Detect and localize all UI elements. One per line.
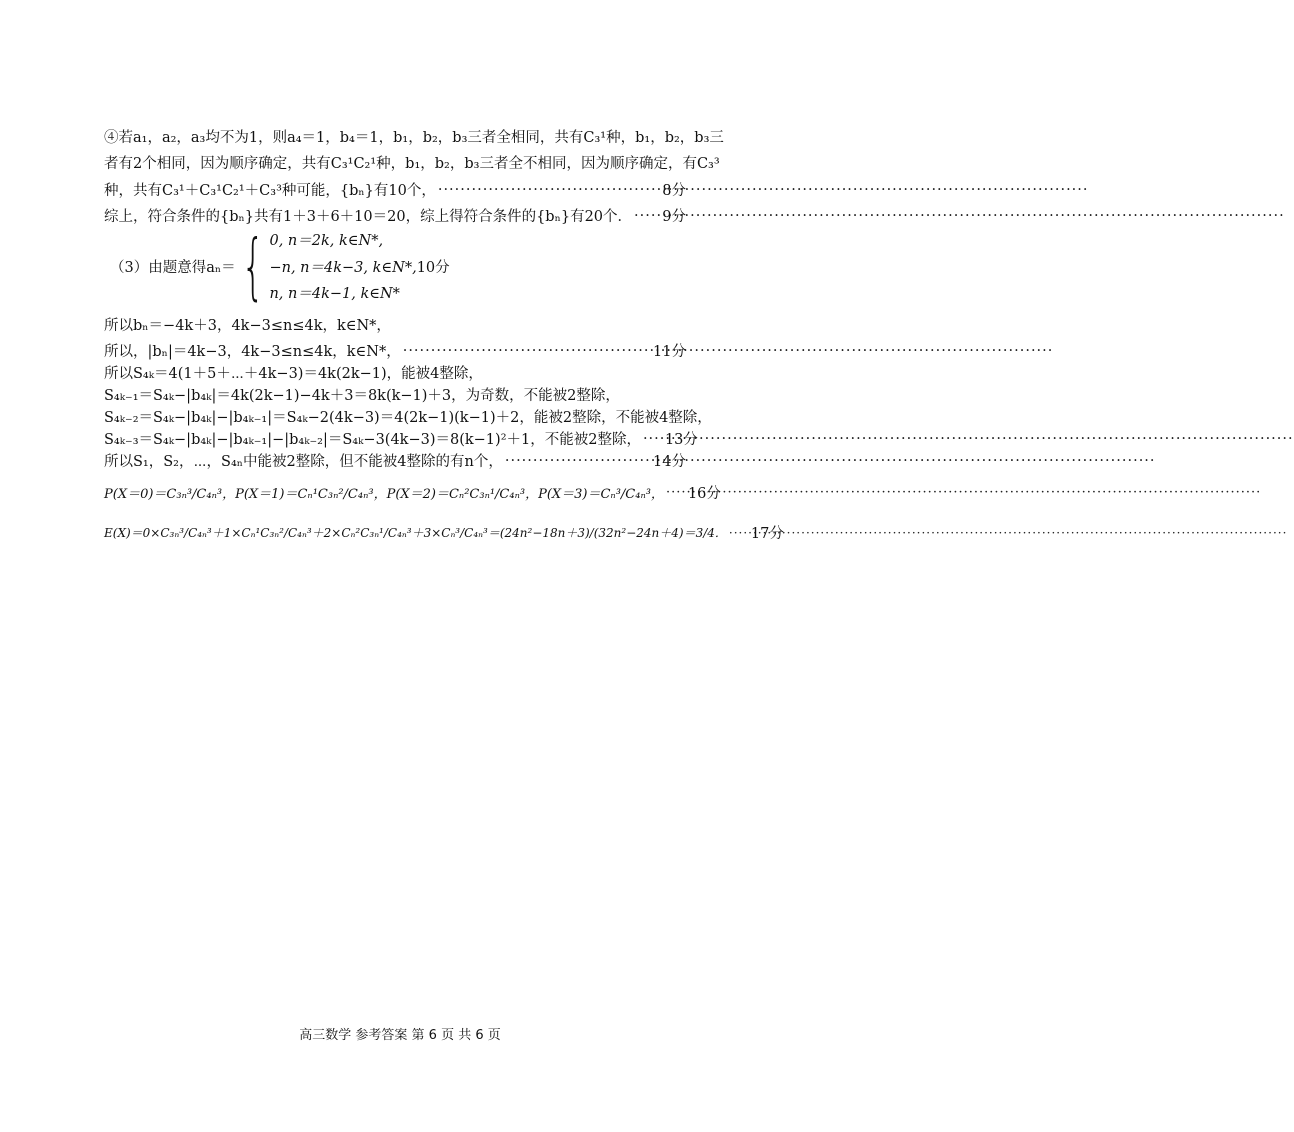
line-text: 种，共有C₃¹＋C₃¹C₂¹＋C₃³种可能，{bₙ}有10个，	[104, 183, 436, 199]
line-count-n	[104, 450, 686, 471]
leader-dots	[664, 485, 688, 500]
score-label: 17分	[750, 526, 784, 542]
line-text: 所以bₙ＝−4k＋3，4k−3≤n≤4k，k∈N*，	[104, 318, 391, 334]
leader-dots	[503, 453, 653, 469]
page-footer: 高三数学 参考答案 第 6 页 共 6 页	[299, 1028, 501, 1043]
line-text: 所以S₁，S₂，⋯，S₄ₙ中能被2整除，但不能被4整除的有n个，	[104, 454, 503, 470]
case-3: n, n＝4k−1, k∈N*	[269, 286, 400, 302]
line-text: 综上，符合条件的{bₙ}共有1＋3＋6＋10＝20，综上得符合条件的{bₙ}有20个．	[104, 209, 633, 225]
line-text: 者有2个相同，因为顺序确定，共有C₃¹C₂¹种，b₁，b₂，b₃三者全不相同，因为顺序确定，有C₃³	[104, 156, 720, 172]
line-case4-c	[104, 179, 686, 200]
line-case4-b	[104, 152, 720, 173]
line-abs-bn	[104, 340, 686, 361]
score-label: 13分	[664, 432, 698, 448]
line-case4-a	[104, 126, 724, 147]
cases-block	[269, 229, 416, 303]
line-probabilities	[104, 482, 721, 503]
line-text: S₄ₖ₋₁＝S₄ₖ−|b₄ₖ|＝4k(2k−1)−4k＋3＝8k(k−1)＋3，为奇数，不能被2整除，	[104, 388, 620, 404]
leader-dots	[401, 343, 653, 359]
line-bn	[104, 314, 686, 335]
leader-dots	[641, 431, 665, 447]
line-text: S₄ₖ₋₂＝S₄ₖ−|b₄ₖ|−|b₄ₖ₋₁|＝S₄ₖ−2(4k−3)＝4(2k−1)(k−1)＋2，能被2整除，不能被4整除，	[104, 410, 712, 426]
case-1: 0, n＝2k, k∈N*,	[269, 233, 384, 249]
line-text: S₄ₖ₋₃＝S₄ₖ−|b₄ₖ|−|b₄ₖ₋₁|−|b₄ₖ₋₂|＝S₄ₖ−3(4k−3)＝8(k−1)²＋1，不能被2整除，	[104, 432, 641, 448]
line-text: P(X＝0)＝C₃ₙ³/C₄ₙ³，P(X＝1)＝Cₙ¹C₃ₙ²/C₄ₙ³，P(X＝2)＝Cₙ²C₃ₙ¹/C₄ₙ³，P(X＝3)＝Cₙ³/C₄ₙ³，	[104, 487, 664, 502]
score-label: 11分	[653, 344, 686, 360]
score-label: 10分	[416, 259, 450, 276]
line-s4k-1	[104, 384, 686, 405]
score-label: 9分	[662, 209, 686, 225]
part3-lead: （3）由题意得aₙ＝	[110, 259, 236, 276]
line-text: 所以S₄ₖ＝4(1＋5＋⋯＋4k−3)＝4k(2k−1)，能被4整除，	[104, 366, 483, 382]
score-label: 8分	[662, 183, 686, 199]
leader-dots	[436, 182, 662, 198]
line-s4k	[104, 362, 686, 383]
leader-dots	[727, 526, 751, 540]
part3-piecewise	[104, 226, 686, 306]
line-s4k-2	[104, 406, 712, 427]
line-text: 所以，|bₙ|＝4k−3，4k−3≤n≤4k，k∈N*，	[104, 344, 401, 360]
line-s4k-3	[104, 428, 698, 449]
score-label: 16分	[687, 486, 721, 502]
score-label: 14分	[653, 454, 686, 470]
line-expectation	[104, 522, 784, 543]
line-summary	[104, 205, 686, 226]
leader-dots	[632, 208, 662, 224]
line-text: ④若a₁，a₂，a₃均不为1，则a₄＝1，b₄＝1，b₁，b₂，b₃三者全相同，共有C₃¹种，b₁，b₂，b₃三	[104, 130, 724, 146]
case-2: −n, n＝4k−3, k∈N*,	[269, 259, 417, 276]
left-brace: {	[241, 224, 265, 308]
line-text: E(X)＝0×C₃ₙ³/C₄ₙ³＋1×Cₙ¹C₃ₙ²/C₄ₙ³＋2×Cₙ²C₃ₙ¹/C₄ₙ³＋3×Cₙ³/C₄ₙ³＝(24n²−18n＋3)/(32n²−24n＋4)＝3/4．	[104, 526, 727, 540]
